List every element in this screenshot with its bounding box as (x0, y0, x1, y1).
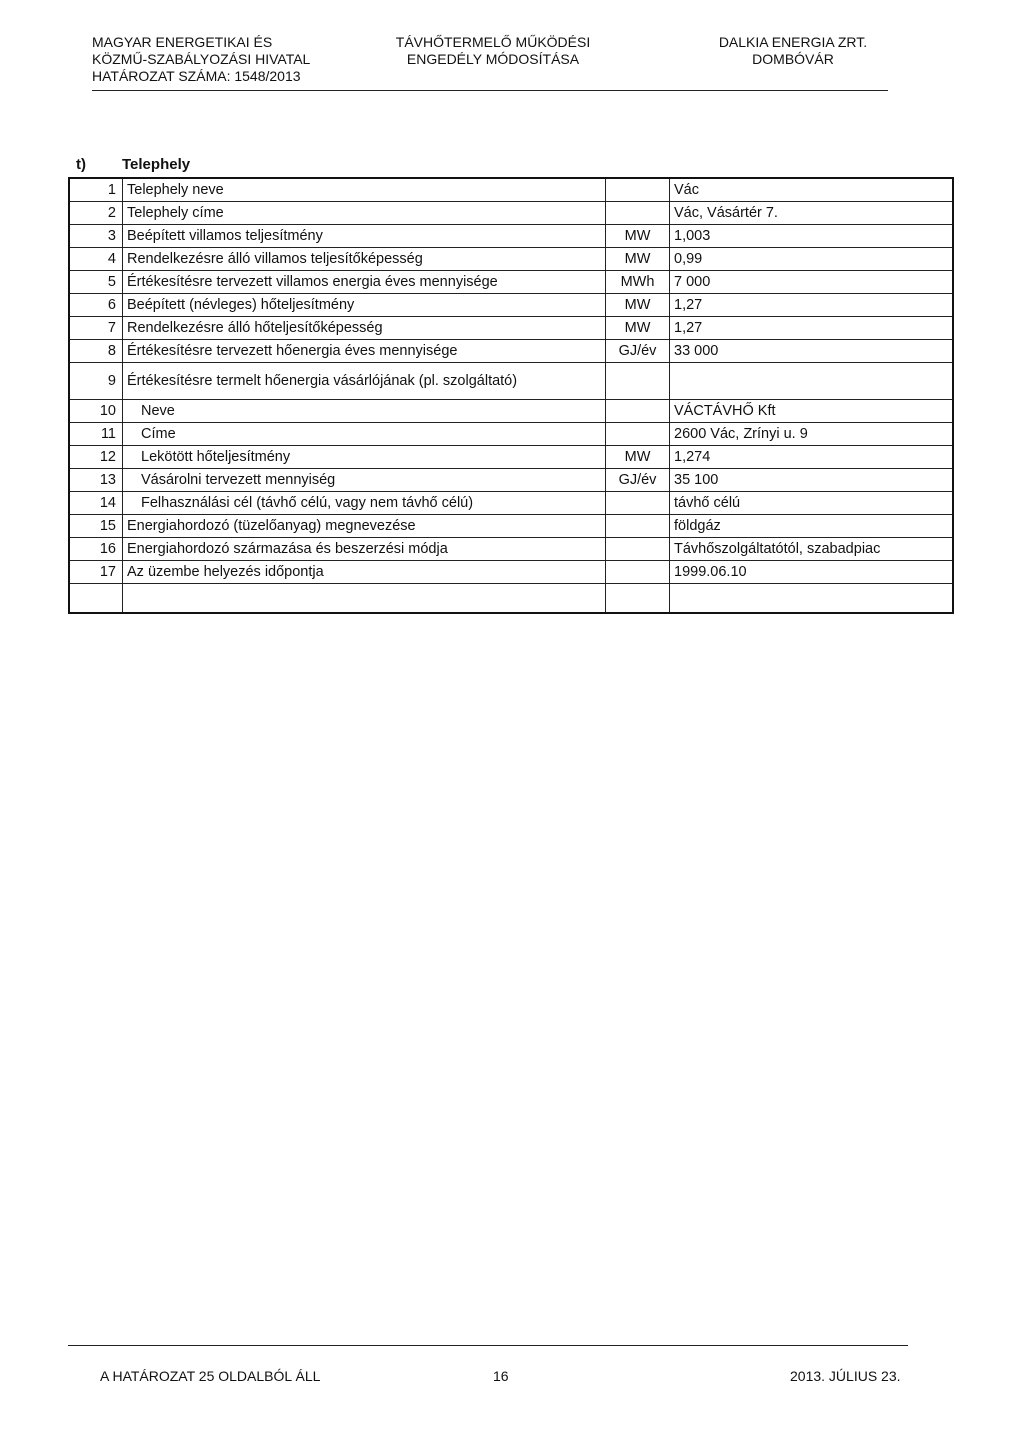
row-number: 14 (69, 492, 123, 515)
row-number: 7 (69, 317, 123, 340)
table-row (69, 178, 953, 202)
row-number: 3 (69, 225, 123, 248)
row-description: Vásárolni tervezett mennyiség (123, 469, 606, 492)
row-number: 16 (69, 538, 123, 561)
row-description: Beépített (névleges) hőteljesítmény (123, 294, 606, 317)
row-number: 10 (69, 400, 123, 423)
page-header (92, 34, 888, 91)
empty-cell (606, 584, 670, 614)
row-description: Energiahordozó (tüzelőanyag) megnevezése (123, 515, 606, 538)
header-company-city: DOMBÓVÁR (752, 51, 834, 67)
row-value: 1,003 (670, 225, 954, 248)
row-unit (606, 538, 670, 561)
row-number: 13 (69, 469, 123, 492)
header-company (708, 34, 878, 68)
table-row (69, 202, 953, 225)
table-row (69, 423, 953, 446)
table-row (69, 400, 953, 423)
row-number: 1 (69, 178, 123, 202)
row-number: 11 (69, 423, 123, 446)
row-unit: MWh (606, 271, 670, 294)
row-number: 6 (69, 294, 123, 317)
footer-date: 2013. JÚLIUS 23. (790, 1368, 901, 1384)
section-marker: t) (76, 156, 86, 173)
table-row (69, 446, 953, 469)
table-row (69, 538, 953, 561)
row-number: 4 (69, 248, 123, 271)
row-description: Felhasználási cél (távhő célú, vagy nem távhő célú) (123, 492, 606, 515)
row-unit (606, 400, 670, 423)
row-description: Telephely neve (123, 178, 606, 202)
row-description: Értékesítésre tervezett villamos energia éves mennyisége (123, 271, 606, 294)
table-row (69, 294, 953, 317)
row-unit: MW (606, 248, 670, 271)
row-unit: GJ/év (606, 469, 670, 492)
table-row (69, 340, 953, 363)
row-value: 35 100 (670, 469, 954, 492)
header-subject (388, 34, 598, 68)
empty-cell (670, 584, 954, 614)
row-value: Távhőszolgáltatótól, szabadpiac (670, 538, 954, 561)
row-value: 1999.06.10 (670, 561, 954, 584)
header-authority-line: MAGYAR ENERGETIKAI ÉS (92, 34, 273, 50)
section-heading (76, 156, 190, 173)
header-subject-line: ENGEDÉLY MÓDOSÍTÁSA (406, 51, 580, 67)
row-description: Értékesítésre termelt hőenergia vásárlójának (pl. szolgáltató) (123, 363, 606, 400)
row-number: 15 (69, 515, 123, 538)
row-number: 12 (69, 446, 123, 469)
row-description: Értékesítésre tervezett hőenergia éves mennyisége (123, 340, 606, 363)
row-unit (606, 363, 670, 400)
row-description: Beépített villamos teljesítmény (123, 225, 606, 248)
row-unit (606, 515, 670, 538)
row-value: Vác, Vásártér 7. (670, 202, 954, 225)
empty-cell (69, 584, 123, 614)
row-value: távhő célú (670, 492, 954, 515)
row-number: 2 (69, 202, 123, 225)
row-unit (606, 423, 670, 446)
row-value: Vác (670, 178, 954, 202)
table-row (69, 271, 953, 294)
row-number: 5 (69, 271, 123, 294)
table-row (69, 317, 953, 340)
row-value: földgáz (670, 515, 954, 538)
row-description: Rendelkezésre álló villamos teljesítőképesség (123, 248, 606, 271)
table-row (69, 363, 953, 400)
row-unit (606, 178, 670, 202)
row-value: 1,27 (670, 317, 954, 340)
page-footer (68, 1345, 908, 1396)
table-row (69, 248, 953, 271)
row-description: Neve (123, 400, 606, 423)
row-description: Telephely címe (123, 202, 606, 225)
row-number: 9 (69, 363, 123, 400)
header-authority (92, 34, 310, 85)
header-decision-number: HATÁROZAT SZÁMA: 1548/2013 (92, 68, 301, 84)
row-unit (606, 202, 670, 225)
row-value (670, 363, 954, 400)
header-subject-line: TÁVHŐTERMELŐ MŰKÖDÉSI (395, 34, 591, 50)
table-row (69, 561, 953, 584)
table-row (69, 492, 953, 515)
row-value: 2600 Vác, Zrínyi u. 9 (670, 423, 954, 446)
footer-page-number: 16 (493, 1368, 509, 1384)
row-description: Az üzembe helyezés időpontja (123, 561, 606, 584)
row-value: 33 000 (670, 340, 954, 363)
row-unit (606, 561, 670, 584)
row-value: 1,274 (670, 446, 954, 469)
row-value: 0,99 (670, 248, 954, 271)
table-row (69, 515, 953, 538)
row-number: 17 (69, 561, 123, 584)
row-unit: GJ/év (606, 340, 670, 363)
row-number: 8 (69, 340, 123, 363)
row-unit: MW (606, 317, 670, 340)
table-row-empty (69, 584, 953, 614)
row-description: Címe (123, 423, 606, 446)
row-unit: MW (606, 446, 670, 469)
row-value: 7 000 (670, 271, 954, 294)
table-row (69, 469, 953, 492)
header-authority-line: KÖZMŰ-SZABÁLYOZÁSI HIVATAL (92, 51, 311, 67)
row-value: VÁCTÁVHŐ Kft (670, 400, 954, 423)
header-company-name: DALKIA ENERGIA ZRT. (718, 34, 868, 50)
row-unit (606, 492, 670, 515)
empty-cell (123, 584, 606, 614)
row-description: Rendelkezésre álló hőteljesítőképesség (123, 317, 606, 340)
site-data-table (68, 177, 954, 614)
row-description: Energiahordozó származása és beszerzési módja (123, 538, 606, 561)
row-unit: MW (606, 225, 670, 248)
section-title: Telephely (122, 156, 191, 173)
table-row (69, 225, 953, 248)
row-description: Lekötött hőteljesítmény (123, 446, 606, 469)
footer-page-count: A HATÁROZAT 25 OLDALBÓL ÁLL (100, 1368, 321, 1384)
row-unit: MW (606, 294, 670, 317)
row-value: 1,27 (670, 294, 954, 317)
